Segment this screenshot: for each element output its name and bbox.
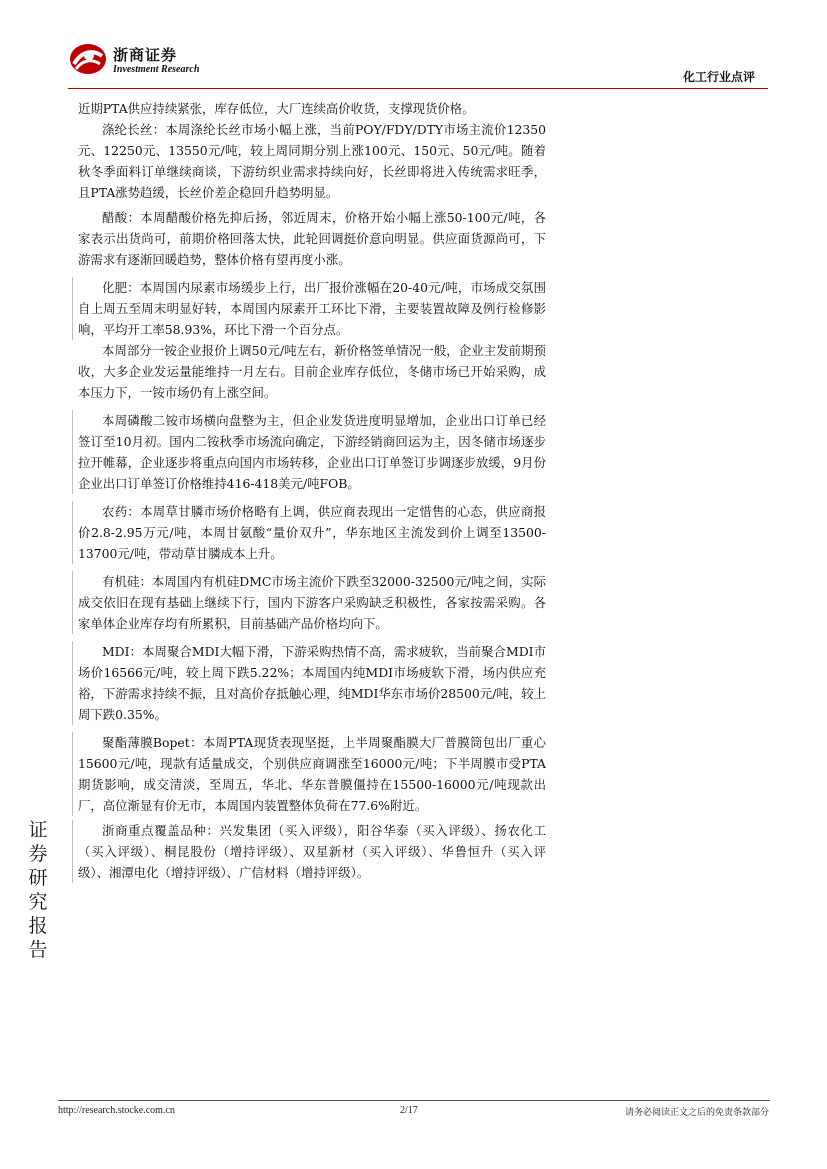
side-label-char: 究 (28, 891, 48, 913)
footer-disclaimer: 请务必阅读正文之后的免责条款部分 (624, 1108, 769, 1118)
side-label-char: 券 (28, 843, 48, 865)
brand-subtitle: Investment Research (113, 64, 200, 75)
paragraph-mdi: MDI：本周聚合MDI大幅下滑，下游采购热情不高，需求疲软，当前聚合MDI市场价16566元/吨，较上周下跌5.22%；本周国内纯MDI市场疲软下滑，场内供应充裕，下游需求持续不振，且对高价存抵触心理，纯MDI华东市场价28500元/吨，较上周下跌0.35%。 (78, 641, 546, 725)
side-label (28, 818, 48, 962)
side-label-char: 研 (28, 867, 48, 889)
page-number: 2/17 (400, 1105, 418, 1116)
company-logo-icon (68, 42, 108, 76)
side-label-char: 证 (28, 819, 48, 841)
paragraph-bopet: 聚酯薄膜Bopet：本周PTA现货表现坚挺，上半周聚酯膜大厂普膜筒包出厂重心15600元/吨，现款有适量成交，个别供应商调涨至16000元/吨；下半周膜市受PTA期货影响，成交清淡，至周五，华北、华东普膜僵持在15500-16000元/吨现款出厂，高位渐显有价无市，本周国内装置整体负荷在77.6%附近。 (78, 732, 546, 816)
paragraph-acetic-acid: 醋酸：本周醋酸价格先抑后扬，邻近周末，价格开始小幅上涨50-100元/吨，各家表示出货尚可，前期价格回落太快，此轮回调挺价意向明显。供应面货源尚可，下游需求有逐渐回暖趋势，整体价格有望再度小涨。 (78, 210, 546, 267)
paragraph-fertilizer-urea: 化肥：本周国内尿素市场缓步上行，出厂报价涨幅在20-40元/吨，市场成交氛围自上周五至周末明显好转，本周国内尿素开工环比下滑，主要装置故障及例行检修影响，平均开工率58.93%，环比下滑一个百分点。 (78, 277, 546, 340)
paragraph-coverage: 浙商重点覆盖品种：兴发集团（买入评级），阳谷华泰（买入评级）、扬农化工（买入评级）、桐昆股份（增持评级）、双星新材（买入评级）、华鲁恒升（买入评级）、湘潭电化（增持评级）、广信材料（增持评级）。 (78, 820, 546, 883)
document-type: 化工行业点评 (682, 70, 755, 84)
paragraph-pesticide: 农药：本周草甘膦市场价格略有上调，供应商表现出一定惜售的心态，供应商报价2.8-2.95万元/吨，本周甘氨酸“量价双升”，华东地区主流发到价上调至13500-13700元/吨，带动草甘膦成本上升。 (78, 501, 546, 564)
brand-name: 浙商证券 (113, 46, 178, 64)
page-header (0, 0, 827, 90)
paragraph-map: 本周部分一铵企业报价上调50元/吨左右，新价格签单情况一般，企业主发前期预收，大多企业发运量能维持一月左右。目前企业库存低位，冬储市场已开始采购，成本压力下，一铵市场仍有上涨空间。 (78, 343, 546, 400)
header-divider (68, 88, 768, 89)
paragraph-silicone: 有机硅：本周国内有机硅DMC市场主流价下跌至32000-32500元/吨之间，实际成交依旧在现有基础上继续下行，国内下游客户采购缺乏积极性，各家按需采购。各家单体企业库存均有所累积，目前基础产品价格均向下。 (78, 571, 546, 634)
paragraph-dap: 本周磷酸二铵市场横向盘整为主，但企业发货进度明显增加，企业出口订单已经签订至10月初。国内二铵秋季市场流向确定，下游经销商回运为主，因冬储市场逐步拉开帷幕，企业逐步将重点向国内市场转移，企业出口订单签订步调逐步放缓，9月份企业出口订单签订价格维持416-418美元/吨FOB。 (78, 410, 546, 494)
paragraph-pta: 近期PTA供应持续紧张，库存低位，大厂连续高价收货，支撑现货价格。 (78, 101, 475, 116)
paragraph-polyester-filament: 涤纶长丝：本周涤纶长丝市场小幅上涨，当前POY/FDY/DTY市场主流价12350元、12250元、13550元/吨，较上周同期分别上涨100元、150元、50元/吨。随着秋冬季面料订单继续商谈，下游纺织业需求持续向好，长丝即将进入传统需求旺季，且PTA涨势趋缓，长丝价差企稳回升趋势明显。 (78, 122, 546, 200)
side-label-char: 报 (28, 915, 48, 937)
footer-url[interactable]: http://research.stocke.com.cn (58, 1105, 175, 1116)
side-label-char: 告 (28, 939, 48, 961)
footer-divider (58, 1100, 770, 1101)
report-body (78, 98, 546, 883)
